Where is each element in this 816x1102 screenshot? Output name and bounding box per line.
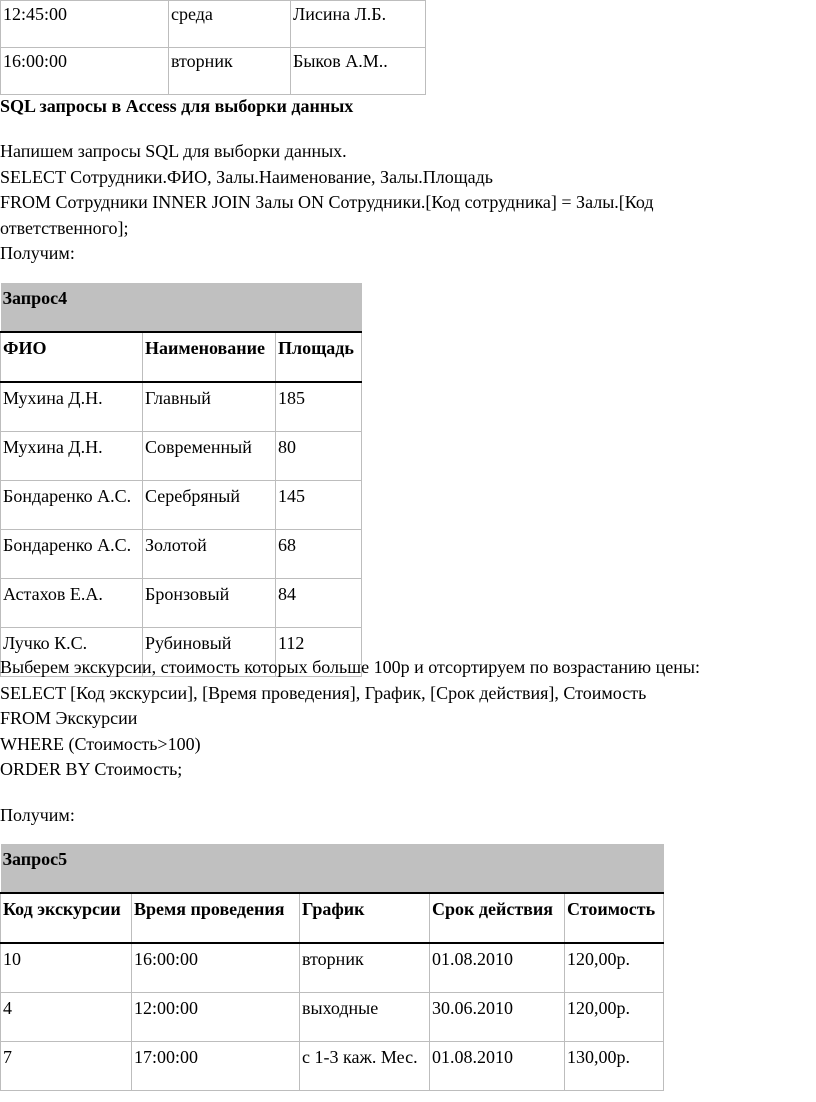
query5-description [0, 655, 700, 783]
table-cell: Рубиновый [143, 628, 276, 677]
table-cell: 16:00:00 [132, 943, 300, 993]
table-cell: Современный [143, 432, 276, 481]
column-header: Срок действия [430, 893, 565, 943]
text-line: Напишем запросы SQL для выборки данных. [0, 141, 347, 161]
table-row [1, 530, 362, 579]
intro-text [0, 139, 654, 267]
table-cell: Бондаренко А.С. [1, 530, 143, 579]
table-cell: 16:00:00 [1, 48, 169, 95]
table-cell: Лисина Л.Б. [291, 1, 426, 48]
table-row [1, 579, 362, 628]
table-row [1, 382, 362, 432]
table-cell: 120,00р. [565, 993, 664, 1042]
text-line: Выберем экскурсии, стоимость которых больше 100р и отсортируем по возрастанию цены: [0, 657, 700, 677]
table-cell: 7 [1, 1042, 132, 1091]
table-cell: 17:00:00 [132, 1042, 300, 1091]
table-cell: Бронзовый [143, 579, 276, 628]
table-cell: среда [169, 1, 291, 48]
column-header: График [300, 893, 430, 943]
table-title: Запрос5 [1, 844, 664, 893]
table-cell: 80 [276, 432, 362, 481]
table-cell: 145 [276, 481, 362, 530]
result-label: Получим: [0, 805, 75, 825]
section-heading: SQL запросы в Access для выборки данных [0, 96, 354, 116]
text-line: FROM Сотрудники INNER JOIN Залы ON Сотрудники.[Код сотрудника] = Залы.[Код [0, 192, 654, 212]
table-row [1, 943, 664, 993]
table-cell: Быков А.М.. [291, 48, 426, 95]
table-cell: 4 [1, 993, 132, 1042]
table-cell: 30.06.2010 [430, 993, 565, 1042]
column-header: Наименование [143, 332, 276, 382]
table-row [1, 993, 664, 1042]
table-title-row [1, 283, 362, 332]
column-header: Время проведения [132, 893, 300, 943]
text-line: SELECT Сотрудники.ФИО, Залы.Наименование, Залы.Площадь [0, 166, 493, 187]
table-cell: 12:00:00 [132, 993, 300, 1042]
table-row [1, 48, 426, 95]
table-cell: 12:45:00 [1, 1, 169, 48]
column-header: Площадь [276, 332, 362, 382]
table-cell: 120,00р. [565, 943, 664, 993]
table-title: Запрос4 [1, 283, 362, 332]
text-line: ответственного]; [0, 217, 129, 238]
table-row [1, 481, 362, 530]
table-cell: Мухина Д.Н. [1, 432, 143, 481]
text-line: FROM Экскурсии [0, 708, 138, 728]
text-line: ORDER BY Стоимость; [0, 759, 183, 779]
table-cell: вторник [300, 943, 430, 993]
schedule-table [0, 0, 426, 95]
column-header: Стоимость [565, 893, 664, 943]
text-line: WHERE (Стоимость>100) [0, 733, 201, 754]
table-row [1, 1042, 664, 1091]
table-cell: 130,00р. [565, 1042, 664, 1091]
table-cell: 01.08.2010 [430, 943, 565, 993]
table-cell: Лучко К.С. [1, 628, 143, 677]
table-cell: выходные [300, 993, 430, 1042]
table-row [1, 432, 362, 481]
table-cell: 112 [276, 628, 362, 677]
table-row [1, 1, 426, 48]
table-cell: 01.08.2010 [430, 1042, 565, 1091]
table-cell: 10 [1, 943, 132, 993]
table-cell: Золотой [143, 530, 276, 579]
table-cell: 68 [276, 530, 362, 579]
table-cell: вторник [169, 48, 291, 95]
query4-table [0, 283, 362, 677]
column-header: ФИО [1, 332, 143, 382]
table-cell: Астахов Е.А. [1, 579, 143, 628]
table-header-row [1, 893, 664, 943]
query5-table [0, 844, 664, 1091]
table-header-row [1, 332, 362, 382]
table-cell: 84 [276, 579, 362, 628]
text-line: Получим: [0, 243, 75, 263]
table-cell: Главный [143, 382, 276, 432]
table-cell: Мухина Д.Н. [1, 382, 143, 432]
text-line: SELECT [Код экскурсии], [Время проведения], График, [Срок действия], Стоимость [0, 682, 647, 703]
table-title-row [1, 844, 664, 893]
table-cell: 185 [276, 382, 362, 432]
table-cell: Серебряный [143, 481, 276, 530]
table-cell: Бондаренко А.С. [1, 481, 143, 530]
column-header: Код экскурсии [1, 893, 132, 943]
table-cell: с 1-3 каж. Мес. [300, 1042, 430, 1091]
